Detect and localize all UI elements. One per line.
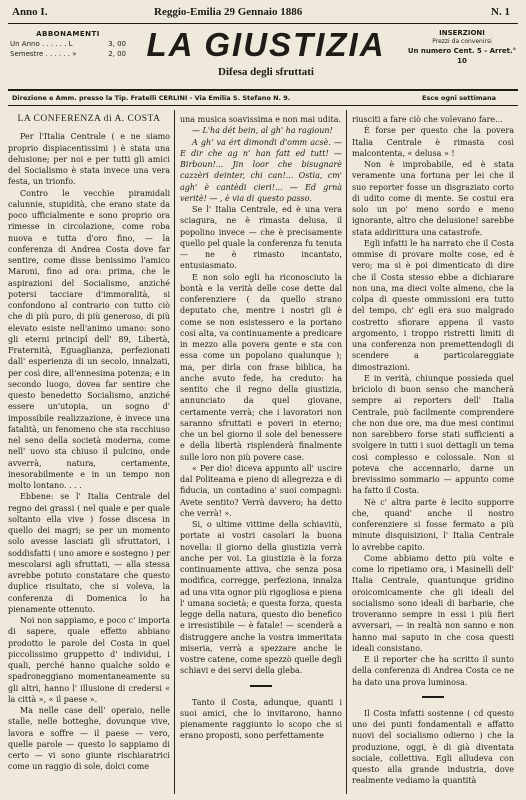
- paragraph: Contro le vecchie piramidali calunnie, stupidità, che erano state da poco ufficialmente e sono proprio ora rimesse in circolazione, come roba nuova e tutta d'oro fino, — la conferenza di Andrea Costa dove far sentire, come disse benissimo l'amico Maroni, fino ad ora: prima, che le aspirazioni del Socialismo, anziché potersi tacciare d'immoralità, si confondono al contrario con tutto ciò che di più puro, di più generoso, di più elevato esiste nell'animo umano: sono gli eterni principî dell' 89, Libertà, Fraternità, Eguaglianza, perfezionati dall' esperienza di un secolo, innalzati, per così dire, all'ennesima potenza; e in secondo luogo, dovea far sentire che questo benedetto Socialismo, anziché essere un'utopia, un sogno d' impossibile realizzazione, è invece una fatalità, un fenomeno che sta racchiuso nel seno della società moderna, come nell' uovo sta chiuso il pulcino, onde avverrà, natura, certamente, inesorabilmente e in un tempo non molto lontano. . . .: [8, 188, 170, 490]
- paragraph: E in verità, chiunque possieda quel briciolo di buon senso che mancherà sempre ai reporters dell' Italia Centrale, può facilmente comprendere che non due ore, ma due mesi continui non sarebbero forse stati sufficienti a svolgere in tutti i suoi dettagli un tema così complesso e colossale. Non si poteva che accennarlo, darne un brevissimo sommario — appunto come ha fatto il Costa.: [352, 373, 514, 496]
- issue-date: Reggio-Emilia 29 Gennaio 1886: [154, 6, 303, 18]
- publication-frequency: Esce ogni settimana: [422, 94, 496, 102]
- subscriptions-title: ABBONAMENTI: [36, 30, 100, 38]
- masthead-rule: [8, 89, 518, 91]
- paragraph: Per l'Italia Centrale ( e ne siamo proprio dispiacentissimi ) è stata una delusione; per noi e per tutti gli amici del Socialismo è stata invece una vera festa, un trionfo.: [8, 132, 170, 187]
- publisher-info-line: [8, 92, 518, 104]
- issue-year: Anno I.: [12, 6, 48, 18]
- dialect-quote: — L'ha dét bein, al gh' ha ragioun!: [192, 126, 333, 136]
- column-divider: [174, 110, 175, 794]
- advertising-title: INSERZIONI: [439, 29, 485, 37]
- paragraph: Si, o ultime vittime della schiavitù, portate ai vostri casolari la buona novella: il giorno della giustizia verrà anche per voi. La giustizia è la forza continuamente attiva, che senza posa modifica, corregge, perfeziona, innalza ad una vita ognor più rigogliosa e piena l' umana società; e questa forza, questa legge della natura, questo dio benefico e irresistibile — è fatale! — scenderà a distruggere anche la vostra immeritata miseria, verrà a spezzare anche le vostre catene, come spezzò quelle degli schiavi e dei servi della gleba.: [180, 520, 342, 676]
- advertising-prices: Prezzi da convenirsi: [432, 38, 492, 45]
- paragraph: Ma nelle case dell' operaio, nelle stalle, nelle botteghe, dovunque vive, lavora e soffre — il paese — vero, quelle parole — questo lo sappiamo di certo — vi sono giunte rischiaratrici come un raggio di sole, dolci come: [8, 706, 170, 772]
- section-divider: [422, 696, 444, 698]
- dialect-quote: A gh' va ért dimondi d'omm acsè. — E dir che ag n' han fatt ed tutt! — Birboun!... Jin loor che bisugnarè cazzèri deinter, chi can!... Ostia, cm' agh' è cantèdi cieri!... — Ed grnà veritè! — , è via di questo passo.: [180, 137, 342, 203]
- paragraph: Nè c' altra parte è lecito supporre che, quand' anche il nostro conferenziere si fosse fermato a più minute disquisizioni, l' Italia Centrale lo avrebbe capito.: [352, 497, 514, 552]
- issue-price: Un numero Cent. 5 - Arret.° 10: [407, 47, 517, 65]
- article-column-1: [8, 114, 170, 773]
- paragraph: E il reporter che ha scritto il sunto della conferenza di Andrea Costa ce ne ha dato una prova luminosa.: [352, 655, 514, 687]
- paragraph: Egli infatti le ha narrato che il Costa ommise di provare molte cose, ed è vero; ma si è poi dimenticato di dire che il Costa stesso ebbe a dichiarare non una, ma dieci volte almeno, che la colpa di queste ommissioni era tutto del tempo, ch' egli era suo malgrado costretto sfiorare appena il vasto argomento, i troppo ristretti limiti di una conferenza non premettendogli di scendere a particolareggiate dimostrazioni.: [352, 238, 514, 372]
- issue-number: N. 1: [491, 6, 510, 18]
- paragraph: Tanto il Costa, adunque, quanti i suoi amici, che lo invitarono, hanno pienamente raggiunto lo scopo che si erano proposti, sono perfettamente: [180, 697, 342, 741]
- subscription-row: Un Anno . . . . . . L 3, 00: [10, 40, 126, 48]
- article-heading: LA CONFERENZA di A. COSTA: [17, 114, 161, 124]
- publisher-address: Direzione e Amm. presso la Tip. Fratelli CERLINI - Via Emilia S. Stefano N. 9.: [12, 94, 291, 102]
- dateline: [8, 6, 518, 24]
- top-rule: [8, 23, 518, 24]
- article-column-3: [352, 114, 514, 787]
- subscription-row: Semestre . . . . . . » 2, 00: [10, 50, 126, 58]
- paragraph: riusciti a fare ciò che volevano fare...: [352, 115, 503, 124]
- paragraph: Ebbene: se l' Italia Centrale del regno dei grassi ( nel quale e per quale soltanto ella vive ) fosse discesa in quello dei magri; se per un momento solo avesse lasciati gli sfruttatori, i soddisfatti ( uno amore e sostegno ) per mescolarsi agli sfruttati, — alla stessa avrebbe potuto constatare che questo duplice risultato, che si voleva, la conferenza di Domenica lo ha pienamente ottenuto.: [8, 492, 170, 614]
- paragraph: Se l' Italia Centrale, ed è una vera sciagura, ne è rimasta delusa, il popolino invece — che è precisamente quello pel quale la conferenza fu tenuta — ne è rimasto incantato, entusiasmato.: [180, 205, 342, 271]
- paragraph: È forse per questo che la povera Italia Centrale è rimasta così malcontenta, « delusa » !: [352, 126, 514, 158]
- newspaper-page: [8, 6, 518, 794]
- article-column-2: [180, 114, 342, 742]
- newspaper-subtitle: Difesa degli sfruttati: [218, 66, 314, 78]
- paragraph: Noi non sappiamo, e poco c' importa di sapere, quale effetto abbiano prodotto le parole del Costa in quel piccolissimo gruppetto d' individui, i quali, perché hanno qualche soldo e spadroneggiano momentaneamente su gli altri, hanno l' illusione di credersi « la città », « il paese ».: [8, 616, 170, 704]
- paragraph: E non solo egli ha riconosciuto la bontà e la verità delle cose dette dal conferenziere ( da quello strano deputato che, mentre i nostri gli è come se non esistessero e la portano così alta, va continuamente a predicare in mezzo alla povera gente e sta con essa come un popolano qualunque ); ma, per dirla con frase biblica, ha anche avuto fede, ha creduto: ha sentito che il regno della giustizia, annunciato da quel giovane, certamente verrà; che i lavoratori non saranno sfruttati e poveri in eterno; che un bel giorno il sole del benessere e della libertà risplenderà finalmente sulle loro non più povere case.: [180, 272, 342, 462]
- paragraph: Non è improbabile, ed è stata veramente una fortuna per lei che il suo reporter fosse un disgraziato corto di udito come di mente. Se costui era solo un po' meno sordo e meno ignorante, altro che delusione! sarebbe stata addirittura una catastrofe.: [352, 160, 514, 237]
- column-divider: [346, 110, 347, 794]
- paragraph: « Per dio! diceva appunto all' uscire dal Politeama e pieno di allegrezza e di fiducia, un contadino a' suoi compagni: Avete sentito? Verrà davvero; ha detto che verrà! ».: [180, 463, 342, 518]
- paragraph: Come abbiamo detto più volte e come lo ripetiamo ora, i Masinelli dell' Italia Centrale, quantunque gridino oroicomicamente che gli ideali del socialismo sono ideali di barbarie, che troveranno sempre in essi i più fieri avversari, — in realtà non sanno e non hanno mai saputo in che cosa questi ideali consistano.: [352, 553, 514, 653]
- info-rule: [8, 105, 518, 106]
- section-divider: [250, 685, 272, 687]
- newspaper-title: LA GIUSTIZIA: [146, 26, 386, 63]
- subscriptions-box: [8, 29, 128, 59]
- advertising-box: [406, 29, 518, 66]
- paragraph: Il Costa infatti sostenne ( cd questo uno dei punti fondamentali e affatto nuovi del socialismo odierno ) che la produzione, oggi, è di già diventata sociale, collettiva. Egli alludeva con questo alla grande industria, dove realmente vediamo la quantità: [352, 708, 514, 786]
- paragraph: una musica soavissima e non mai udita.: [180, 115, 342, 124]
